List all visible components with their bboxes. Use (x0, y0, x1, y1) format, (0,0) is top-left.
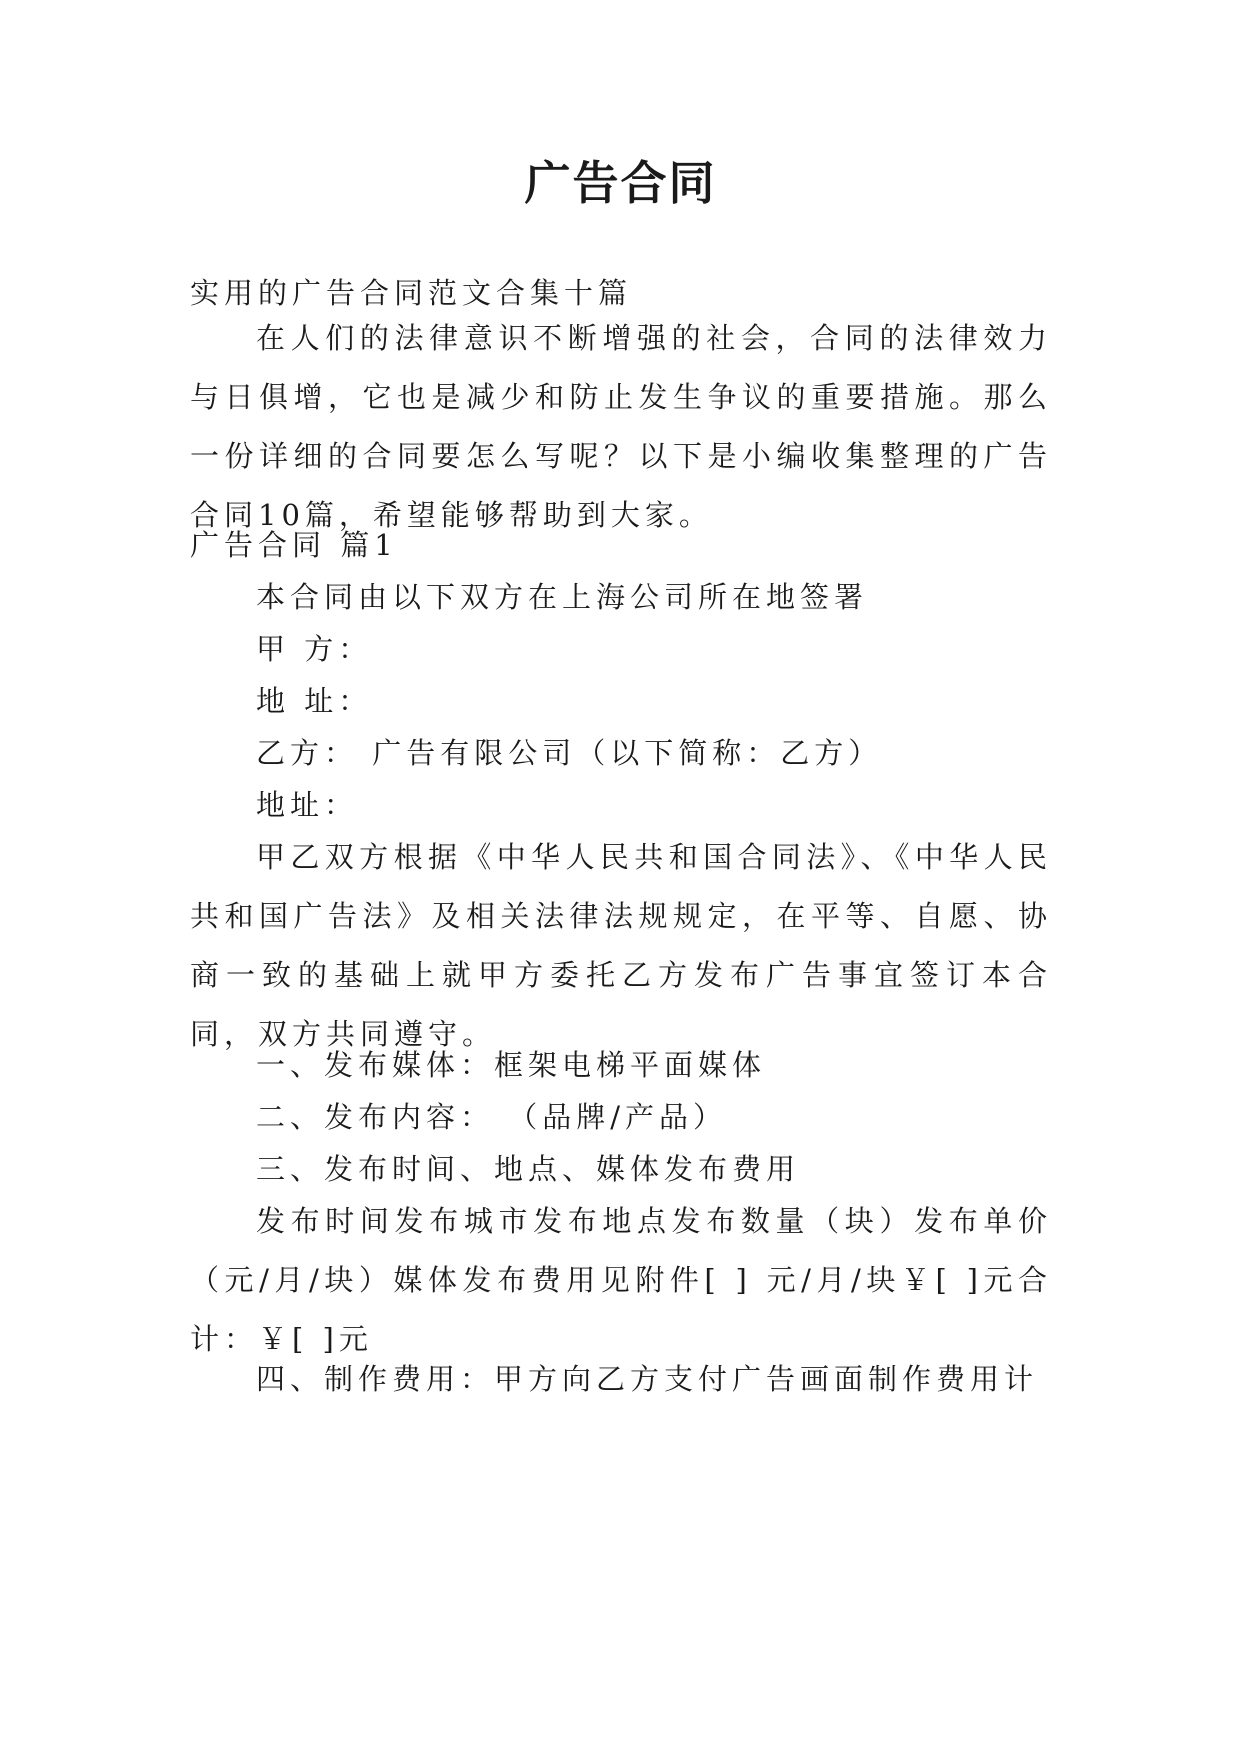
clause-2: 二、发布内容： （品牌/产品） (256, 1100, 727, 1134)
signing-place-line: 本合同由以下双方在上海公司所在地签署 (256, 580, 869, 614)
page-title: 广告合同 (524, 156, 717, 210)
preamble-paragraph: 甲乙双方根据《中华人民共和国合同法》、《中华人民共和国广告法》及相关法律法规规定，在平等、自愿、协商一致的基础上就甲方委托乙方发布广告事宜签订本合同，双方共同遵守。 (190, 840, 1052, 1051)
party-b-line: 乙方： 广告有限公司（以下简称：乙方） (256, 736, 883, 770)
clause-1: 一、发布媒体：框架电梯平面媒体 (256, 1048, 767, 1082)
section-heading: 广告合同 篇1 (190, 528, 398, 562)
party-a-line: 甲 方： (256, 632, 373, 666)
party-b-address-line: 地址： (256, 788, 359, 822)
clause-3: 三、发布时间、地点、媒体发布费用 (256, 1152, 801, 1186)
party-a-address-line: 地 址： (256, 684, 373, 718)
subtitle: 实用的广告合同范文合集十篇 (190, 276, 633, 310)
clause-4: 四、制作费用：甲方向乙方支付广告画面制作费用计 (256, 1362, 1039, 1396)
clause-3-detail: 发布时间发布城市发布地点发布数量（块）发布单价（元/月/块）媒体发布费用见附件[ ] 元/月/块￥[ ]元合计：￥[ ]元 (190, 1204, 1052, 1356)
intro-paragraph: 在人们的法律意识不断增强的社会，合同的法律效力与日俱增，它也是减少和防止发生争议的重要措施。那么一份详细的合同要怎么写呢？以下是小编收集整理的广告合同10篇，希望能够帮助到大家。 (190, 321, 1052, 532)
